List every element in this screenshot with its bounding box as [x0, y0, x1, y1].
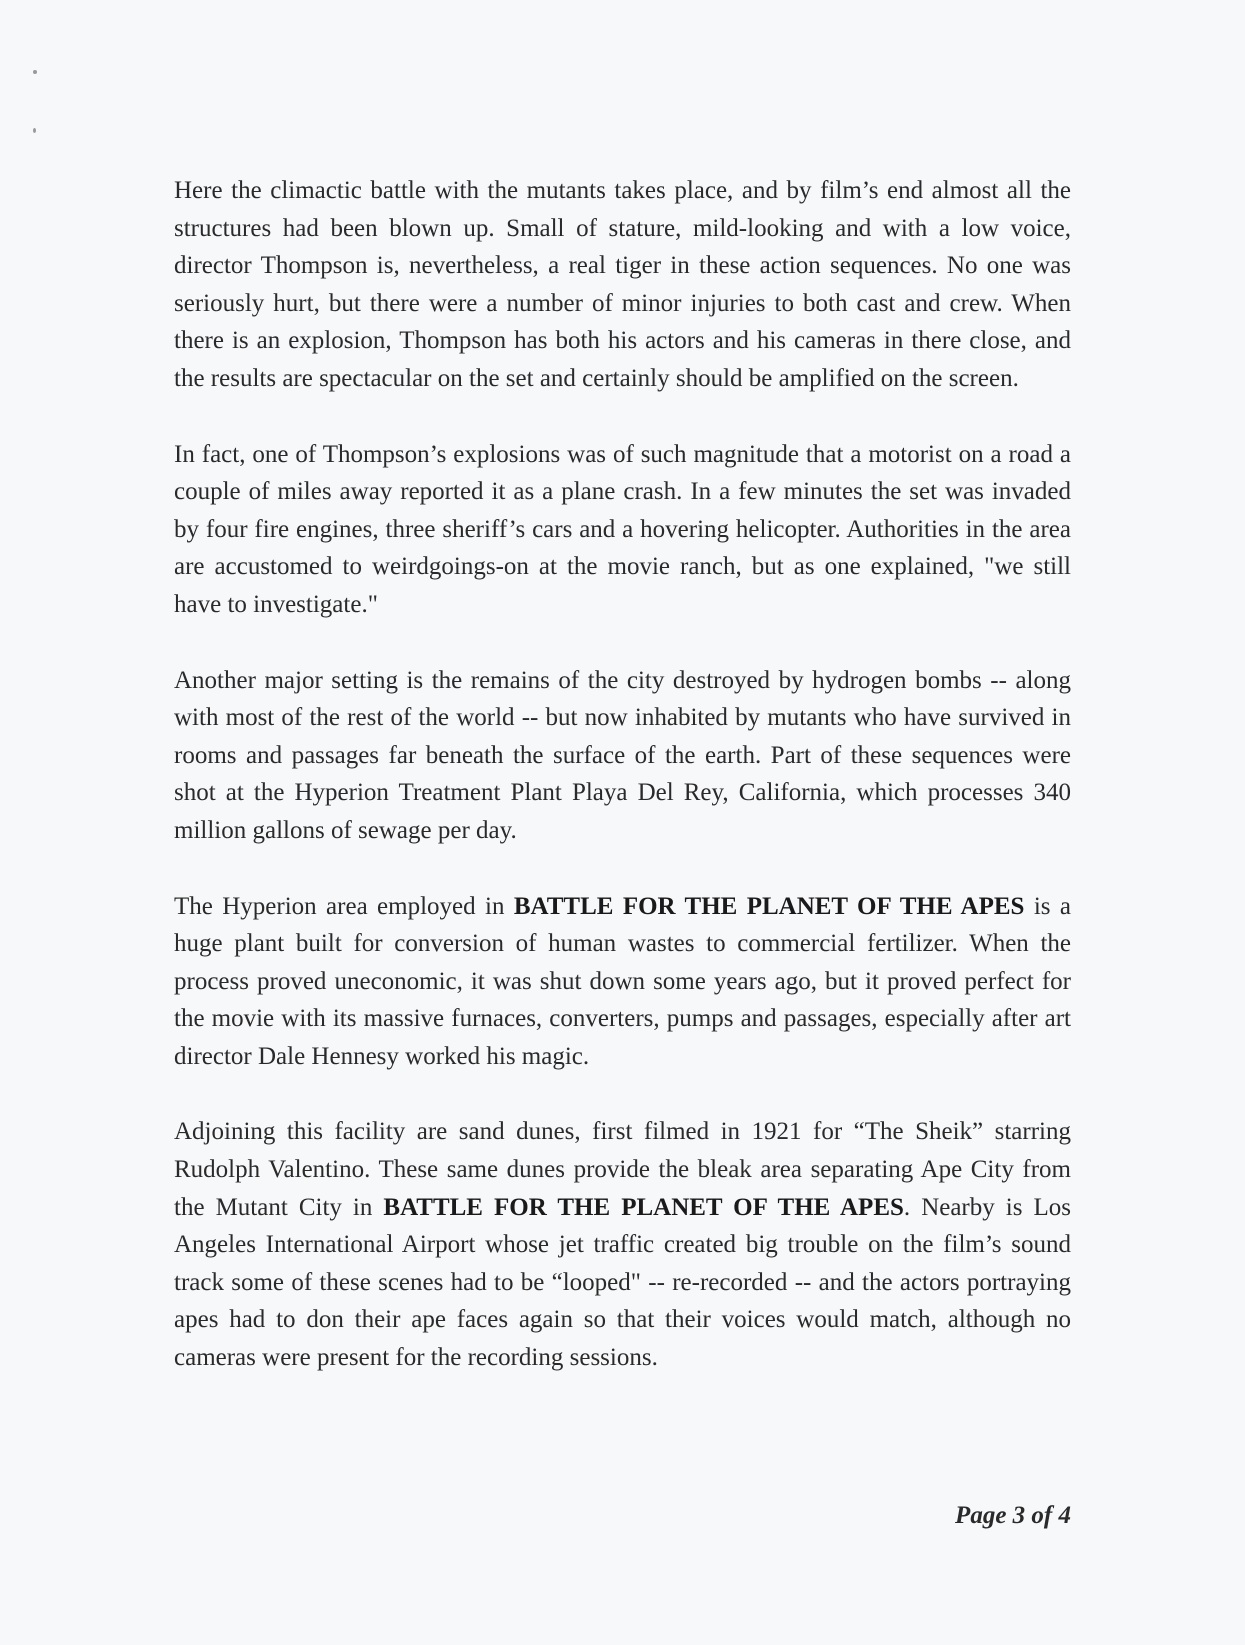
paragraph-battle	[174, 172, 1071, 398]
paragraph-text: In fact, one of Thompson’s explosions was of such magnitude that a motorist on a road a couple of miles away reported it as a plane crash. In a few minutes the set was invaded by four fire engines, three sheriff’s cars and a hovering helicopter. Authorities in the area are accustomed to weirdgoings-on at the movie ranch, but as one explained, "we still have to investigate."	[174, 440, 1071, 618]
paragraph-hyperion-setting	[174, 662, 1071, 850]
page-number: Page 3 of 4	[955, 1502, 1071, 1529]
paragraph-text: Another major setting is the remains of the city destroyed by hydrogen bombs -- along with most of the rest of the world -- but now inhabited by mutants who have survived in rooms and passages far beneath the surface of the earth. Part of these sequences were shot at the Hyperion Treatment Plant Playa Del Rey, California, which processes 340 million gallons of sewage per day.	[174, 666, 1071, 844]
paragraph-text: The Hyperion area employed in	[174, 892, 514, 920]
body-text	[174, 172, 1071, 1415]
paragraph-text: . Nearby is Los Angeles International Airport whose jet traffic created big trouble on the film’s sound track some of these scenes had to be “looped" -- re-recorded -- and the actors portraying apes had to don their ape faces again so that their voices would match, although no cameras were present for the recording sessions.	[174, 1193, 1072, 1372]
paragraph-text: Adjoining this facility are sand dunes, first filmed in 1921 for “The Sheik” starring Rudolph Valentino. These same dunes provide the bleak area separating Ape City from the Mutant City in	[174, 1118, 1071, 1221]
scan-speck	[33, 70, 37, 74]
paragraph-sand-dunes	[174, 1113, 1071, 1376]
scan-speck	[33, 128, 36, 133]
film-title: BATTLE FOR THE PLANET OF THE APES	[383, 1193, 904, 1221]
paragraph-hyperion-plant	[174, 888, 1071, 1076]
film-title: BATTLE FOR THE PLANET OF THE APES	[513, 892, 1025, 920]
paragraph-explosion	[174, 436, 1071, 624]
paragraph-text: Here the climactic battle with the mutants takes place, and by film’s end almost all the structures had been blown up. Small of stature, mild-looking and with a low voice, director Thompson is, nevertheless, a real tiger in these action sequences. No one was seriously hurt, but there were a number of minor injuries to both cast and crew. When there is an explosion, Thompson has both his actors and his cameras in there close, and the results are spectacular on the set and certainly should be amplified on the screen.	[174, 177, 1071, 392]
paragraph-text: is a huge plant built for conversion of human wastes to commercial fertilizer. When the process proved uneconomic, it was shut down some years ago, but it proved perfect for the movie with its massive furnaces, converters, pumps and passages, especially after art director Dale Hennesy worked his magic.	[174, 892, 1072, 1070]
